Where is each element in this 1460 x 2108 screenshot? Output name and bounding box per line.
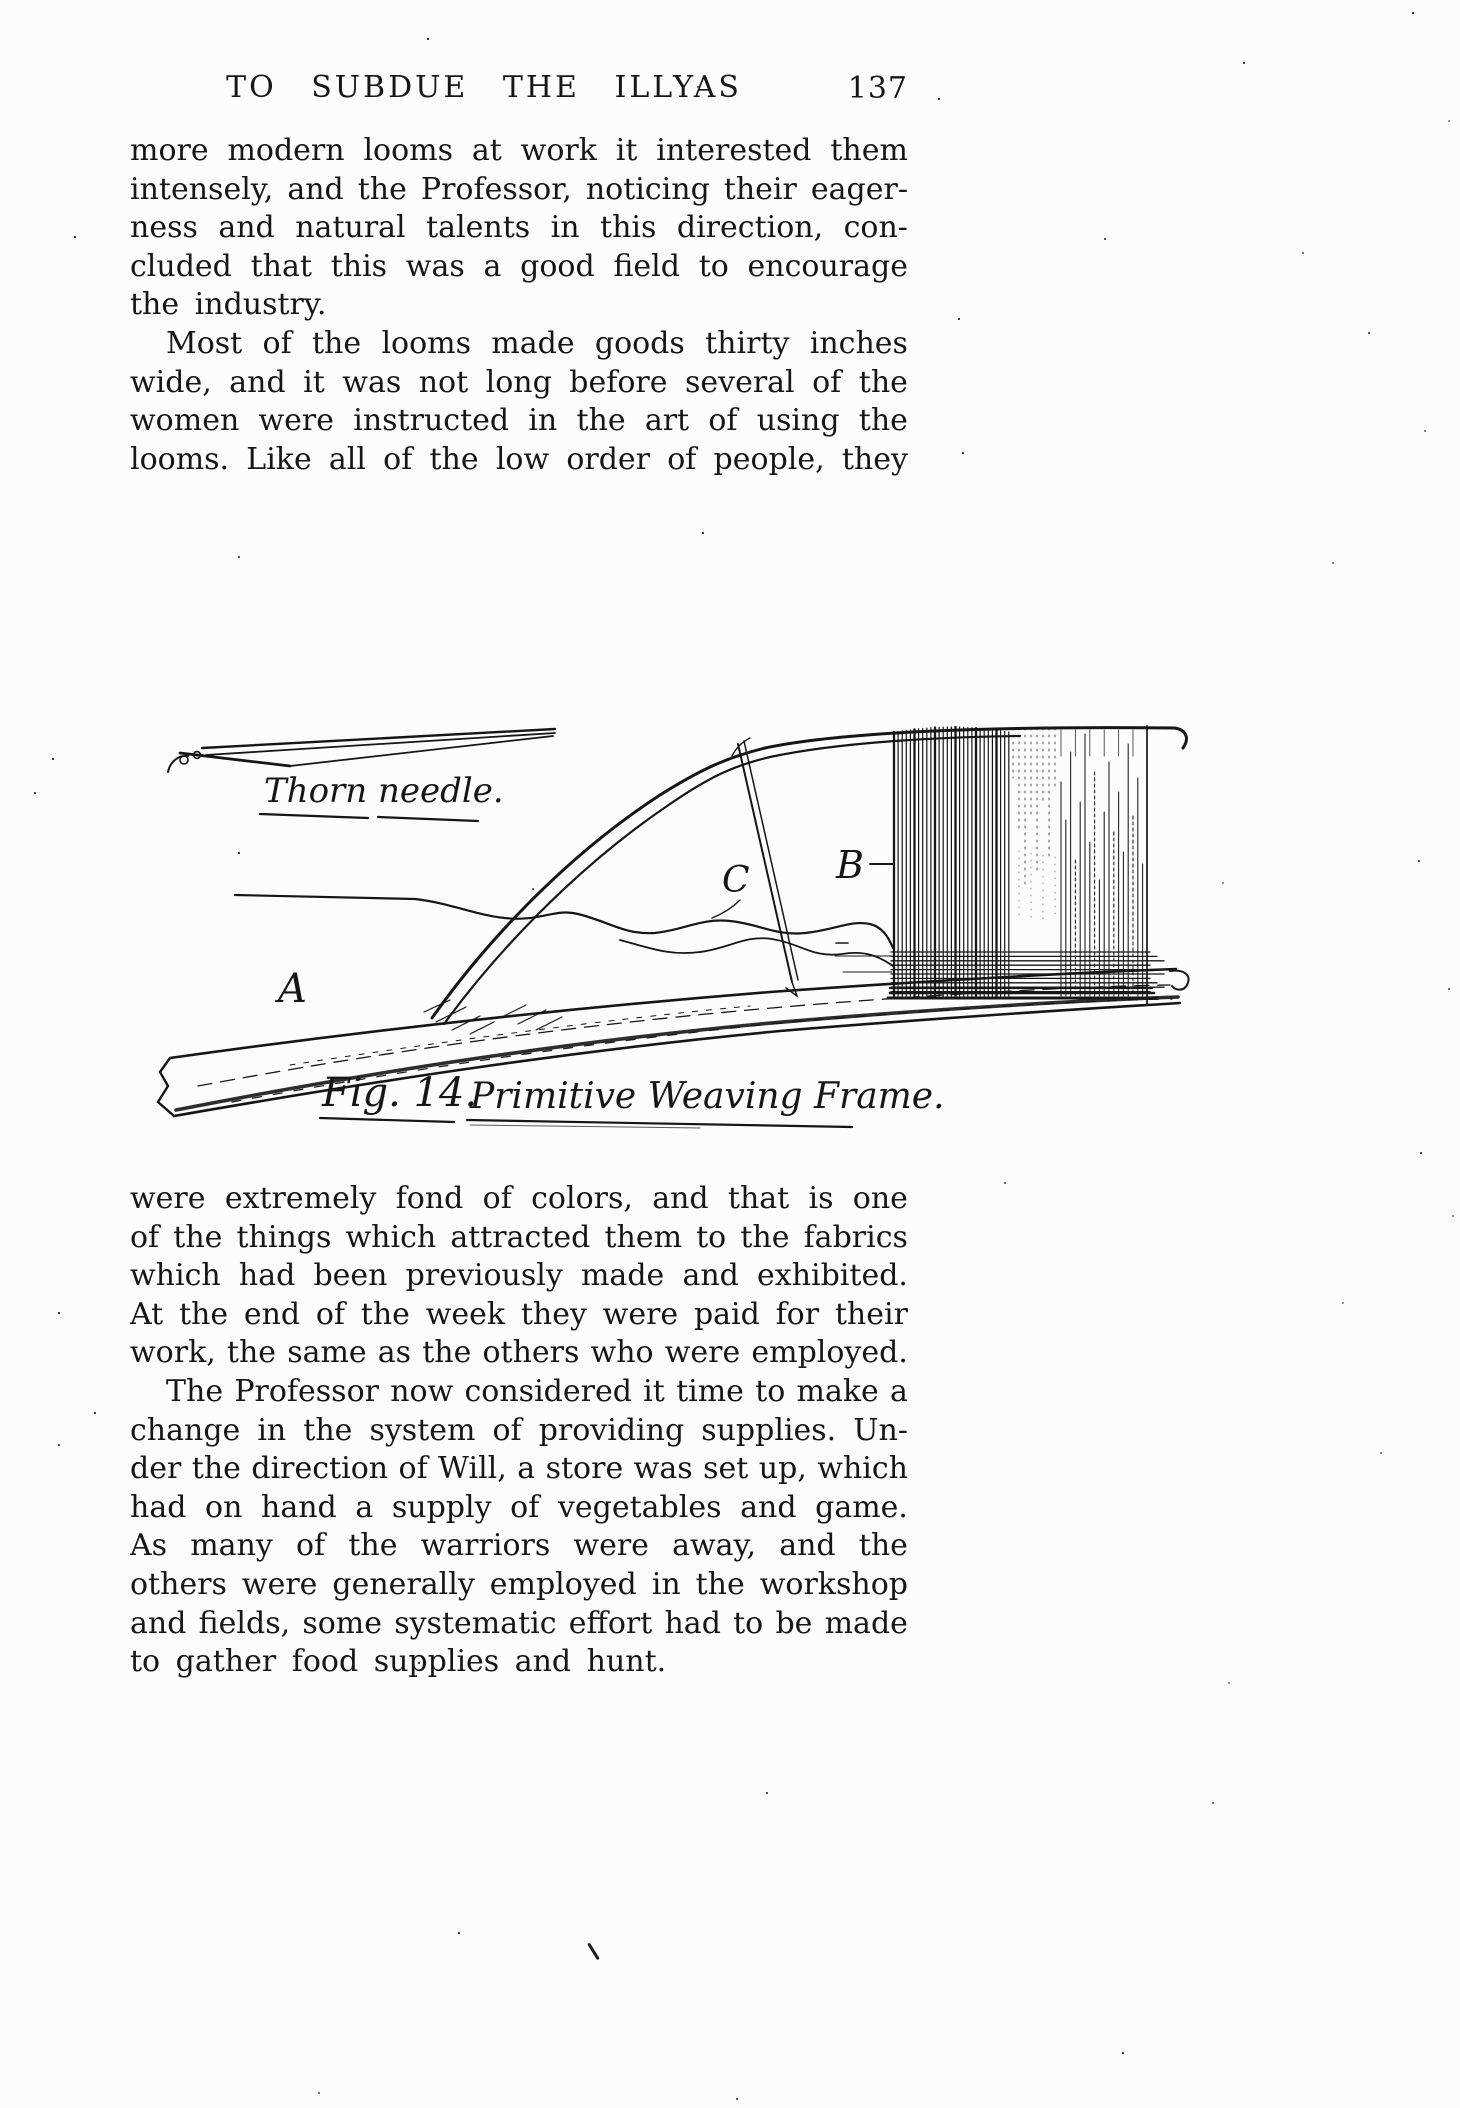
text-block-upper [130,132,908,479]
weft-threads [235,895,893,966]
figure-caption-number: Fig. 14. [322,1070,478,1116]
text-line: had on hand a supply of vegetables and game. [130,1489,908,1525]
text-line: cluded that this was a good field to encourage [130,248,908,284]
running-title: TO SUBDUE THE ILLYAS [226,70,742,105]
text-line: As many of the warriors were away, and the [130,1528,908,1564]
text-line: wide, and it was not long before several of the [130,364,908,400]
text-line: intensely, and the Professor, noticing their eager- [130,171,908,207]
caption-underline [320,1118,852,1128]
label-c: C [722,860,750,901]
text-line: At the end of the week they were paid for their [130,1296,908,1332]
thorn-needle-drawing [168,729,555,772]
text-line: and fields, some systematic effort had to be made [130,1605,908,1641]
stray-pen-mark [587,1943,599,1960]
log-cut-end [158,1058,174,1116]
text-line: Most of the looms made goods thirty inches [166,325,908,361]
needle-label: Thorn needle. [264,771,504,811]
needle-label-underline [260,814,478,821]
figure-caption-title: Primitive Weaving Frame. [470,1076,945,1117]
page-number: 137 [847,71,908,106]
text-line: were extremely fond of colors, and that is one [130,1181,908,1216]
text-line: women were instructed in the art of using the [130,403,908,439]
label-a: A [278,966,307,1012]
text-line: others were generally employed in the workshop [130,1566,908,1602]
text-line: change in the system of providing supplies. Un- [130,1412,908,1448]
scan-noise [0,0,2,2]
label-b: B [836,843,864,887]
text-line: more modern looms at work it interested them [130,133,908,168]
text-line: ness and natural talents in this direction, con- [130,210,908,246]
text-line: which had been previously made and exhibited. [130,1258,908,1294]
page-header [130,70,908,110]
text-line: work, the same as the others who were employed. [130,1335,908,1371]
warp-threads [835,726,1164,1005]
text-line: looms. Like all of the low order of people, they [130,441,908,477]
weaving-frame-figure [140,520,1210,1160]
log-tip-hook [1170,971,1188,990]
text-line: the industry. [130,287,327,323]
text-line: der the direction of Will, a store was set up, which [130,1451,908,1487]
text-line: of the things which attracted them to the fabrics [130,1219,908,1255]
text-line: to gather food supplies and hunt. [130,1644,667,1680]
text-line: The Professor now considered it time to make a [166,1373,908,1409]
weaving-frame-illustration [140,520,1210,1160]
label-c-leader [712,900,740,918]
text-block-lower [130,1180,908,1682]
